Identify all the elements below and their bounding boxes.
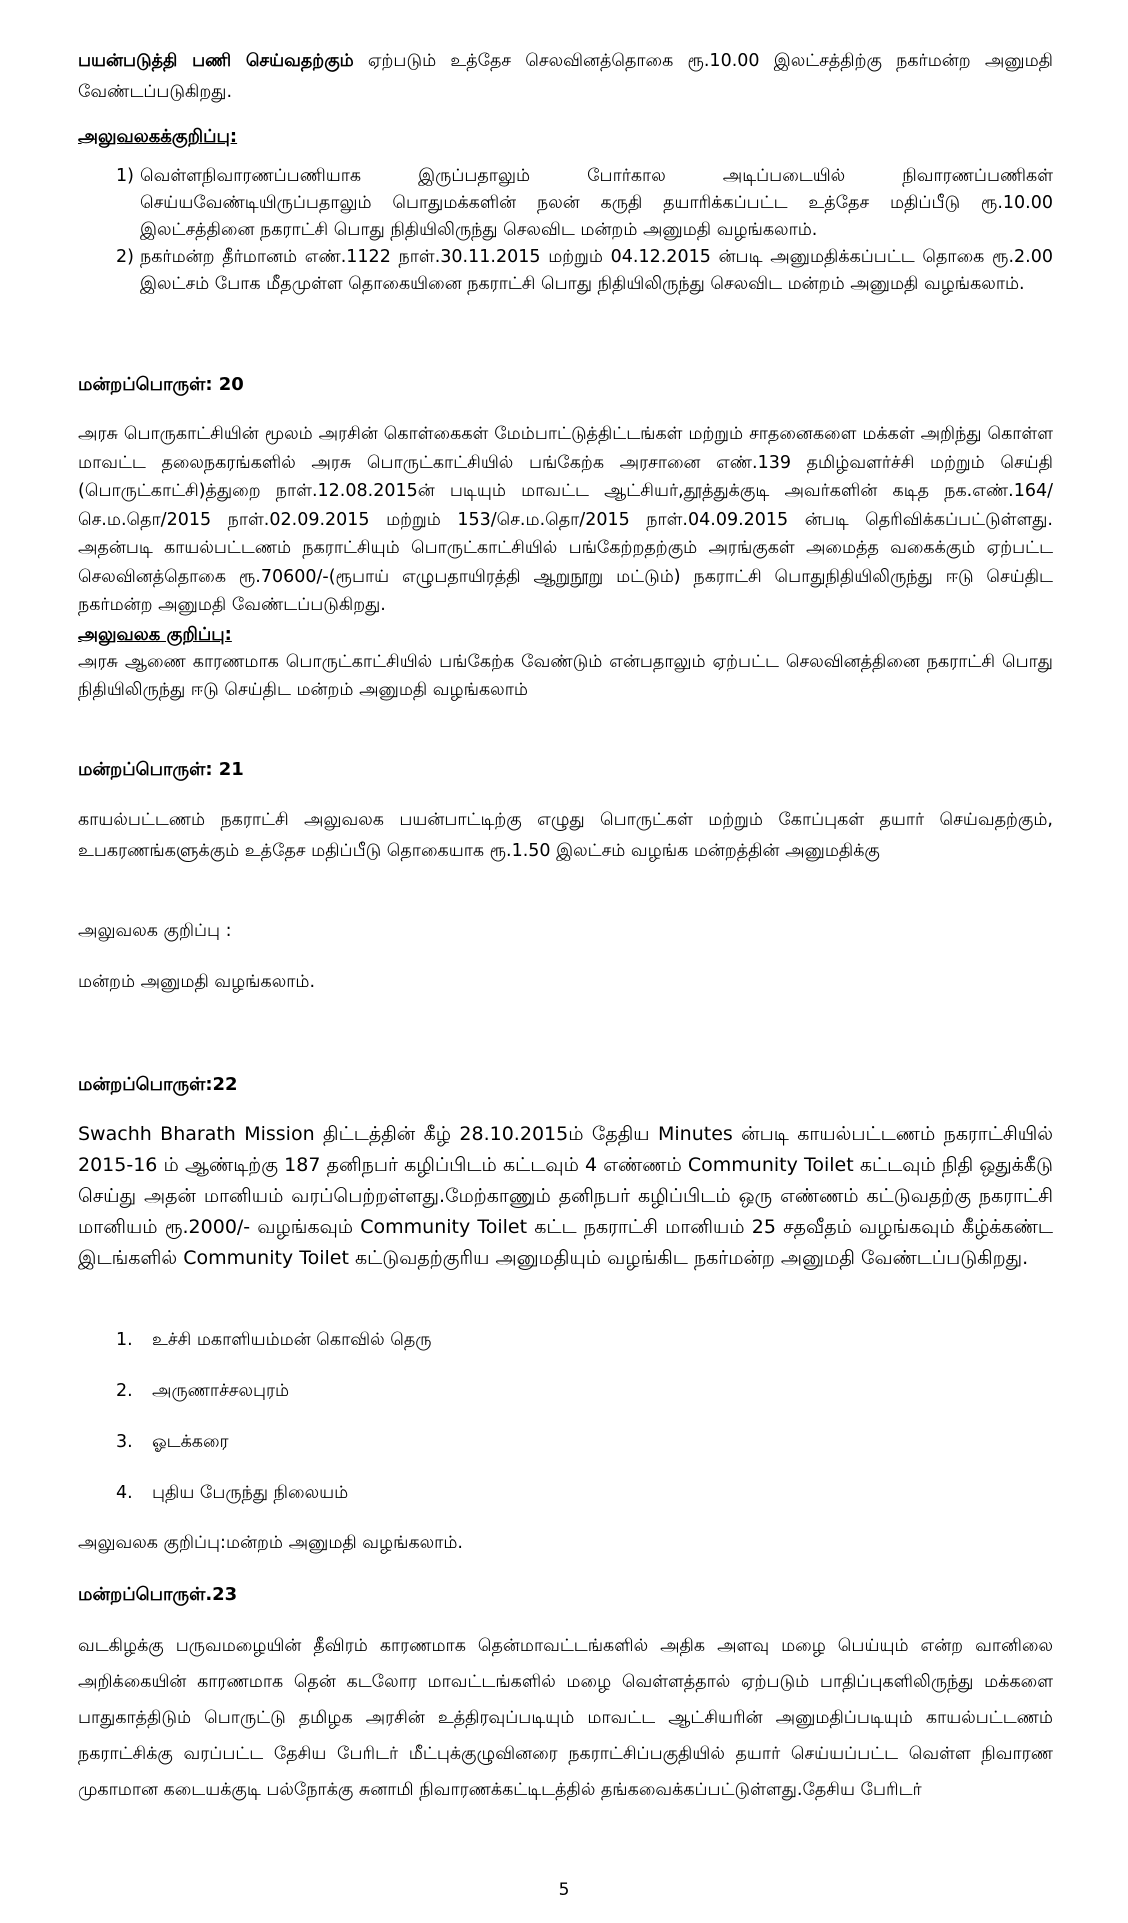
item23-heading: மன்றப்பொருள்.23 [78, 1584, 238, 1605]
location-item [116, 1480, 348, 1506]
intro-text: ஏற்படும் உத்தேச செலவினத்தொகை ரூ.10.00 இலட்சத்திற்கு நகர்மன்ற அனுமதி வேண்டப்படுகிறது. [78, 51, 1053, 102]
intro-bold-lead: பயன்படுத்தி பணி செய்வதற்கும் [78, 51, 354, 71]
intro-note-heading: அலுவலகக்குறிப்பு: [78, 126, 238, 147]
list-number: 2) [116, 247, 134, 267]
list-text: நகர்மன்ற தீர்மானம் எண்.1122 நாள்.30.11.2015 மற்றும் 04.12.2015 ன்படி அனுமதிக்கப்பட்ட தொகை ரூ.2.00 இலட்சம் போக மீதமுள்ள தொகையினை நகராட்சி பொது நிதியிலிருந்து செலவிட மன்றம் அனுமதி வழங்கலாம். [140, 247, 1053, 294]
list-number: 1) [116, 166, 134, 186]
location-number: 2. [116, 1381, 133, 1401]
item21-body: காயல்பட்டணம் நகராட்சி அலுவலக பயன்பாட்டிற்கு எழுது பொருட்கள் மற்றும் கோப்புகள் தயார் செய்வதற்கும், உபகரணங்களுக்கும் உத்தேச மதிப்பீடு தொகையாக ரூ.1.50 இலட்சம் வழங்க மன்றத்தின் அனுமதிக்கு [78, 810, 1053, 861]
location-number: 3. [116, 1432, 133, 1452]
item21-note: மன்றம் அனுமதி வழங்கலாம். [78, 972, 316, 992]
location-item [116, 1327, 432, 1353]
page-number: 5 [558, 1880, 570, 1900]
item20-heading: மன்றப்பொருள்: 20 [78, 374, 244, 395]
item21-note-heading: அலுவலக குறிப்பு : [78, 921, 232, 941]
location-name: புதிய பேருந்து நிலையம் [152, 1483, 349, 1503]
location-item [116, 1378, 289, 1404]
item20-note-heading: அலுவலக குறிப்பு: [78, 624, 232, 645]
location-item [116, 1429, 229, 1455]
item20-note: அரசு ஆணை காரணமாக பொருட்காட்சியில் பங்கேற்க வேண்டும் என்பதாலும் ஏற்பட்ட செலவினத்தினை நகராட்சி பொது நிதியிலிருந்து ஈடு செய்திட மன்றம் அனுமதி வழங்கலாம் [78, 652, 1053, 700]
location-number: 4. [116, 1483, 133, 1503]
list-item [78, 163, 1053, 244]
intro-notes-list [78, 163, 1053, 298]
item20-body: அரசு பொருகாட்சியின் மூலம் அரசின் கொள்கைகள் மேம்பாட்டுத்திட்டங்கள் மற்றும் சாதனைகளை மக்கள் அறிந்து கொள்ள மாவட்ட தலைநகரங்களில் அரசு பொருட்காட்சியில் பங்கேற்க அரசானை எண்.139 தமிழ்வளர்ச்சி மற்றும் செய்தி (பொருட்காட்சி)த்துறை நாள்.12.08.2015ன் படியும் மாவட்ட ஆட்சியர்,தூத்துக்குடி அவர்களின் கடித நக.எண்.164/செ.ம.தொ/2015 நாள்.02.09.2015 மற்றும் 153/செ.ம.தொ/2015 நாள்.04.09.2015 ன்படி தெரிவிக்கப்பட்டுள்ளது. அதன்படி காயல்பட்டணம் நகராட்சியும் பொருட்காட்சியில் பங்கேற்றதற்கும் அரங்குகள் அமைத்த வகைக்கும் ஏற்பட்ட செலவினத்தொகை ரூ.70600/-(ரூபாய் எழுபதாயிரத்தி ஆறுநூறு மட்டும்) நகராட்சி பொதுநிதியிலிருந்து ஈடு செய்திட நகர்மன்ற அனுமதி வேண்டப்படுகிறது. [78, 424, 1053, 615]
list-text: வெள்ளநிவாரணப்பணியாக இருப்பதாலும் போர்கால அடிப்படையில் நிவாரணப்பணிகள் செய்யவேண்டியிருப்பதாலும் பொதுமக்களின் நலன் கருதி தயாரிக்கப்பட்ட உத்தேச மதிப்பீடு ரூ.10.00 இலட்சத்தினை நகராட்சி பொது நிதியிலிருந்து செலவிட மன்றம் அனுமதி வழங்கலாம். [140, 166, 1053, 240]
location-number: 1. [116, 1330, 133, 1350]
item22-body: Swachh Bharath Mission திட்டத்தின் கீழ் 28.10.2015ம் தேதிய Minutes ன்படி காயல்பட்டணம் நகராட்சியில் 2015-16 ம் ஆண்டிற்கு 187 தனிநபர் கழிப்பிடம் கட்டவும் 4 எண்ணம் Community Toilet கட்டவும் நிதி ஒதுக்கீடு செய்து அதன் மானியம் வரப்பெற்றள்ளது.மேற்காணும் தனிநபர் கழிப்பிடம் ஒரு எண்ணம் கட்டுவதற்கு நகராட்சி மானியம் ரூ.2000/- வழங்கவும் Community Toilet கட்ட நகராட்சி மானியம் 25 சதவீதம் வழங்கவும் கீழ்க்கண்ட இடங்களில் Community Toilet கட்டுவதற்குரிய அனுமதியும் வழங்கிட நகர்மன்ற அனுமதி வேண்டப்படுகிறது. [78, 1123, 1053, 1269]
location-name: உச்சி மகாளியம்மன் கொவில் தெரு [152, 1330, 432, 1350]
location-name: அருணாச்சலபுரம் [152, 1381, 290, 1401]
item21-heading: மன்றப்பொருள்: 21 [78, 759, 244, 780]
item23-body: வடகிழக்கு பருவமழையின் தீவிரம் காரணமாக தென்மாவட்டங்களில் அதிக அளவு மழை பெய்யும் என்ற வானிலை அறிக்கையின் காரணமாக தென் கடலோர மாவட்டங்களில் மழை வெள்ளத்தால் ஏற்படும் பாதிப்புகளிலிருந்து மக்களை பாதுகாத்திடும் பொருட்டு தமிழக அரசின் உத்திரவுப்படியும் மாவட்ட ஆட்சியரின் அனுமதிப்படியும் காயல்பட்டணம் நகராட்சிக்கு வரப்பட்ட தேசிய பேரிடர் மீட்புக்குழுவினரை நகராட்சிப்பகுதியில் தயார் செய்யப்பட்ட வெள்ள நிவாரண முகாமான கடையக்குடி பல்நோக்கு சுனாமி நிவாரணக்கட்டிடத்தில் தங்கவைக்கப்பட்டுள்ளது.தேசிய பேரிடர் [78, 1636, 1053, 1800]
intro-paragraph [78, 46, 1053, 108]
item22-heading: மன்றப்பொருள்:22 [78, 1074, 238, 1095]
list-item [78, 244, 1053, 298]
item22-note: அலுவலக குறிப்பு:மன்றம் அனுமதி வழங்கலாம். [78, 1533, 463, 1553]
location-name: ஓடக்கரை [152, 1432, 229, 1452]
